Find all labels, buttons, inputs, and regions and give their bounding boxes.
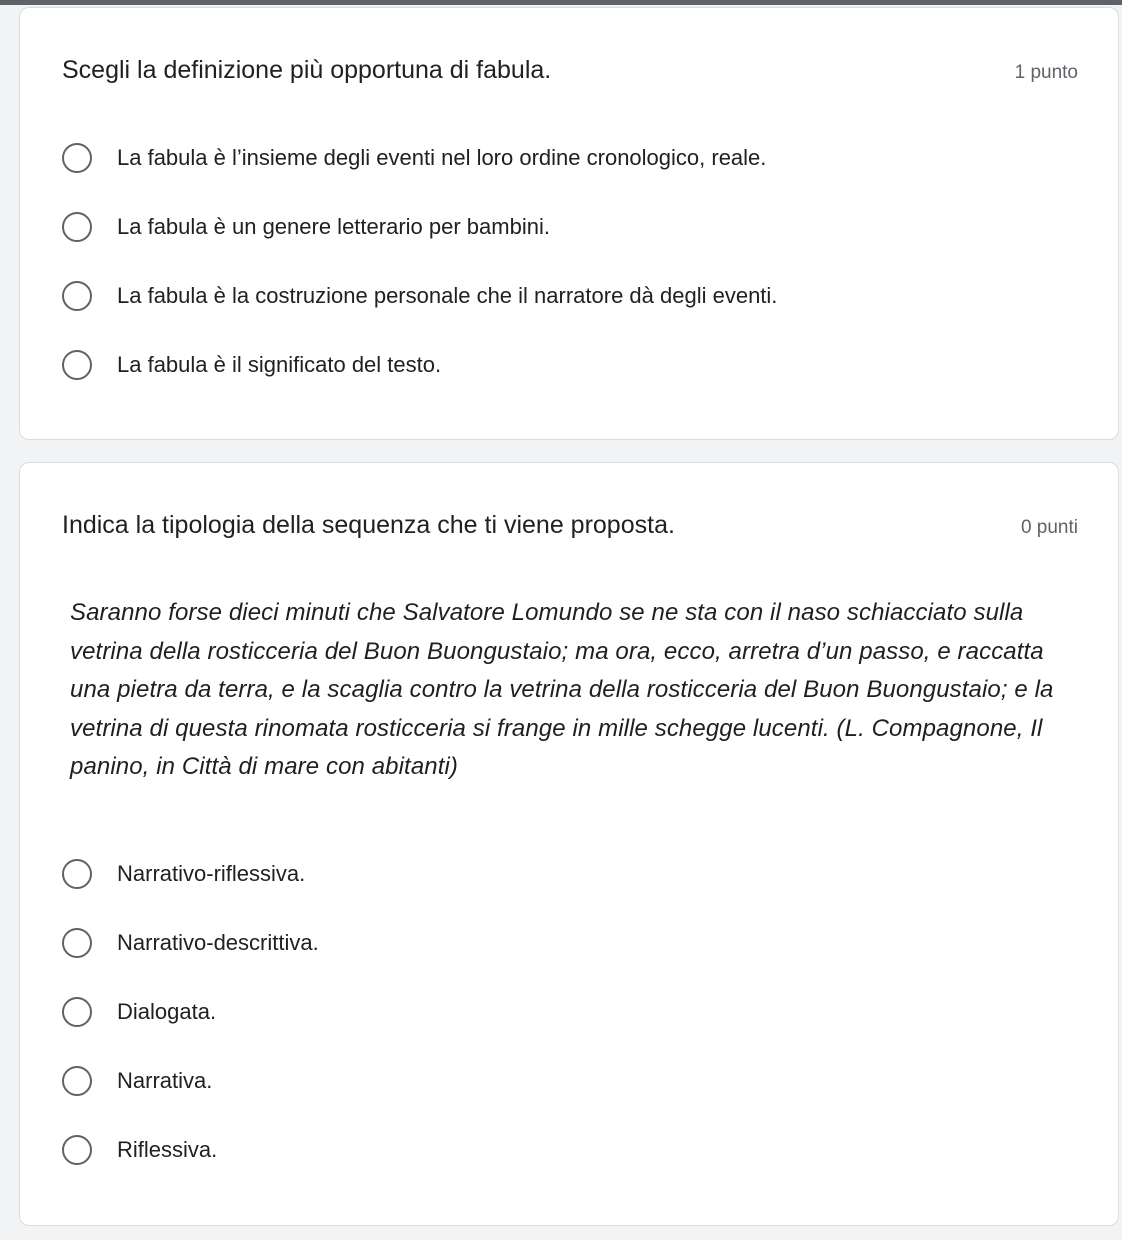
option-4[interactable] [62,1066,212,1096]
question-card-1 [19,7,1119,440]
option-label: Narrativo-riflessiva. [117,861,306,886]
option-5[interactable] [62,1135,217,1165]
option-4[interactable] [62,350,441,380]
radio-button[interactable] [62,997,92,1027]
top-bar [0,0,1122,5]
option-label: La fabula è l’insieme degli eventi nel loro ordine cronologico, reale. [117,145,767,170]
option-label: Dialogata. [117,999,217,1024]
radio-button[interactable] [62,350,92,380]
question-card-2 [19,462,1119,1226]
radio-button[interactable] [62,859,92,889]
option-1[interactable] [62,859,305,889]
question-header [62,511,1078,540]
question-title: Indica la tipologia della sequenza che ti viene proposta. [62,511,675,539]
radio-button[interactable] [62,1066,92,1096]
option-3[interactable] [62,997,216,1027]
option-3[interactable] [62,281,777,311]
question-points: 0 punti [1020,517,1078,538]
option-2[interactable] [62,928,319,958]
option-label: La fabula è la costruzione personale che il narratore dà degli eventi. [117,283,778,308]
radio-button[interactable] [62,212,92,242]
option-2[interactable] [62,212,550,242]
option-label: Narrativo-descrittiva. [117,930,319,955]
option-label: Riflessiva. [117,1137,218,1162]
option-label: La fabula è un genere letterario per bambini. [117,214,550,239]
option-label: Narrativa. [117,1068,213,1093]
option-1[interactable] [62,143,766,173]
radio-button[interactable] [62,928,92,958]
question-header [62,56,1078,85]
question-points: 1 punto [1014,62,1078,83]
option-label: La fabula è il significato del testo. [117,352,442,377]
radio-button[interactable] [62,281,92,311]
radio-button[interactable] [62,143,92,173]
question-title: Scegli la definizione più opportuna di fabula. [62,56,552,84]
radio-button[interactable] [62,1135,92,1165]
passage-text: Saranno forse dieci minuti che Salvatore Lomundo se ne sta con il naso schiacciato sulla vetrina della rosticceria del Buon Buongustaio; ma ora, ecco, arretra d’un passo, e raccatta una pietra da terra, e la scaglia contro la vetrina della rosticceria del Buon Buongustaio; e la vetrina di questa rinomata rosticceria si frange in mille schegge lucenti. (L. Compagnone, Il panino, in Città di mare con abitanti) [70,599,1054,780]
